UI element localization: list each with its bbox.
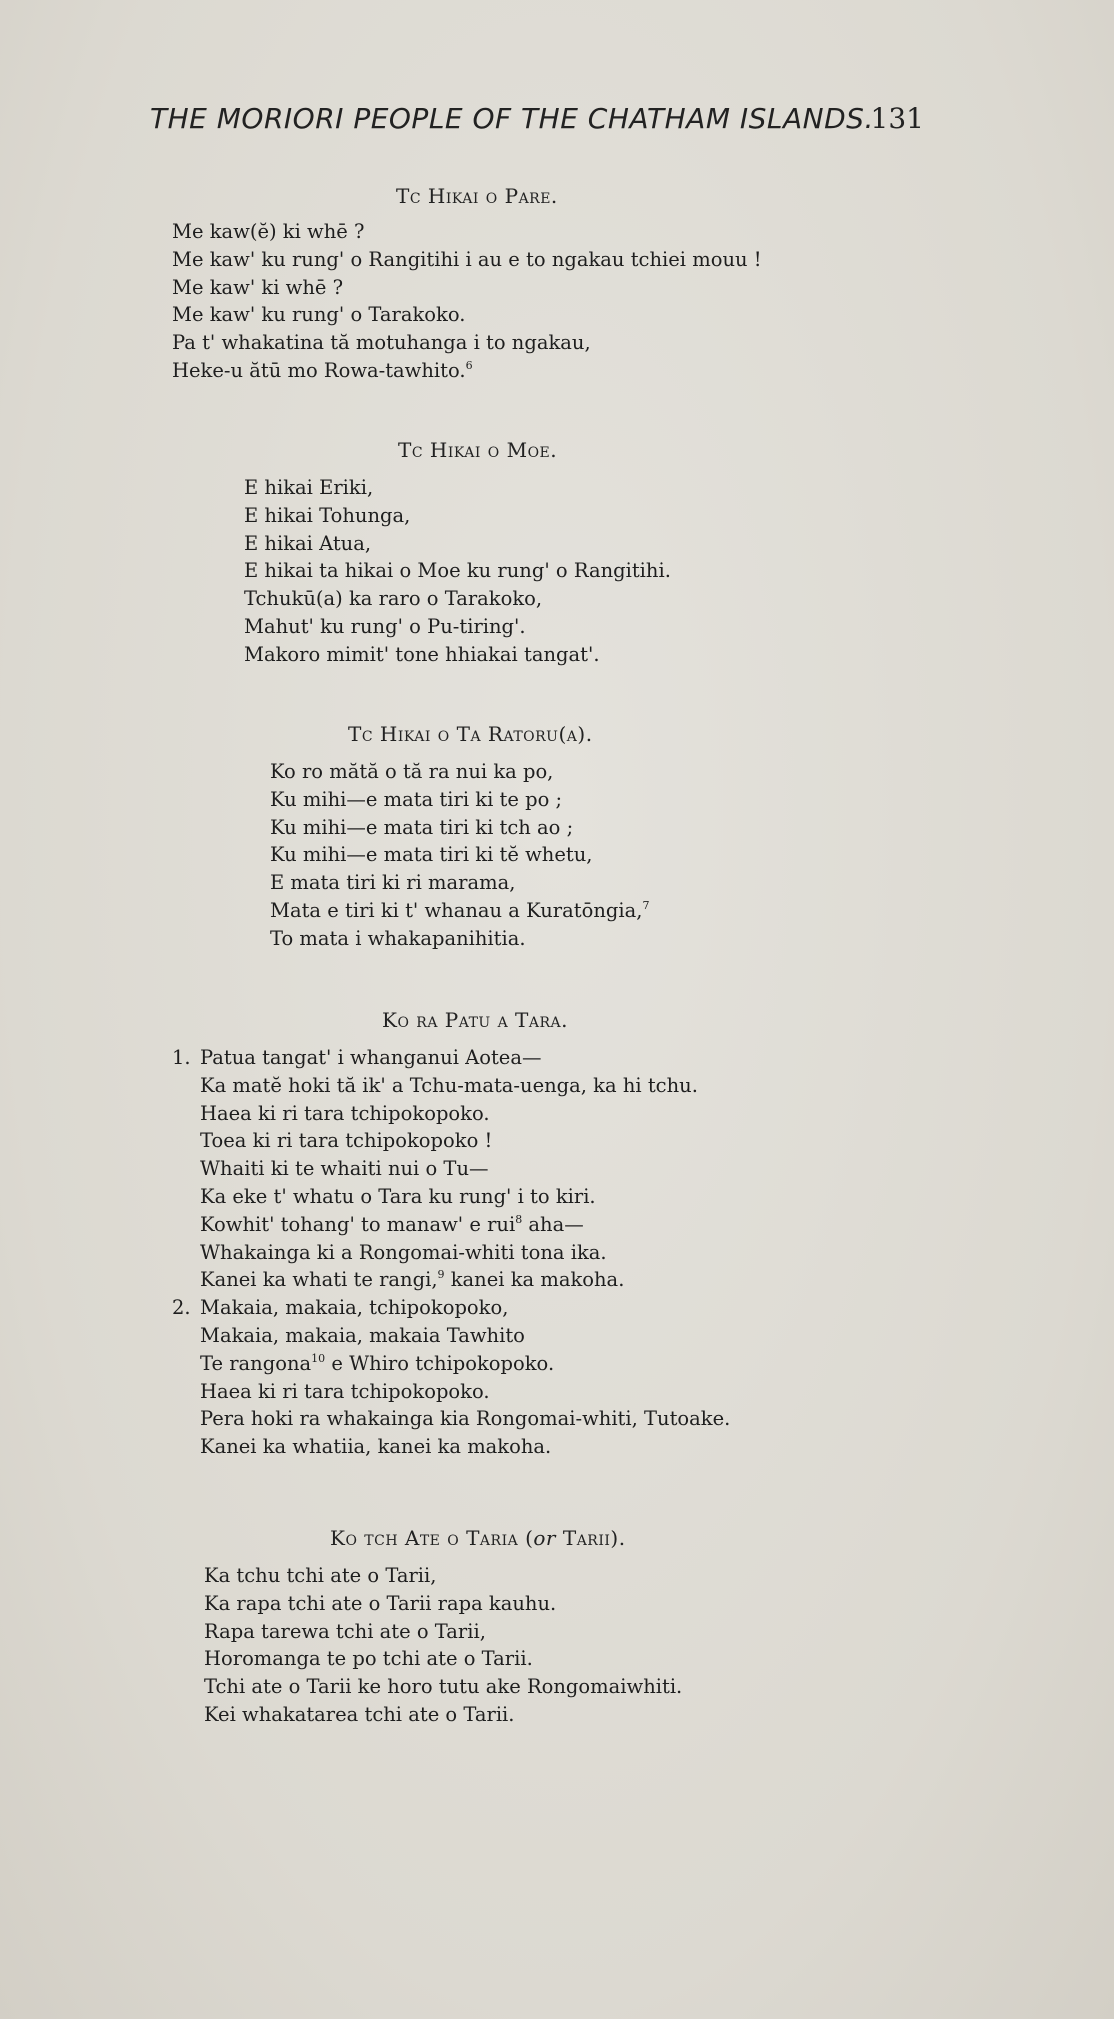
chant-line: Me kaw(ĕ) ki whē ? — [172, 220, 365, 243]
chant-line: Kei whakatarea tchi ate o Tarii. — [204, 1702, 515, 1726]
chant-line: E hikai Eriki, — [244, 476, 374, 499]
chant-line: Whaiti ki te whaiti nui o Tu— — [200, 1157, 489, 1181]
chant-line: E hikai Atua, — [244, 531, 372, 555]
section-title-hikai-o-pare: Tc Hikai o Pare. — [396, 184, 558, 208]
chant-line: Me kaw' ku rung' o Tarakoko. — [172, 303, 466, 327]
chant-line: Ka matĕ hoki tă ik' a Tchu-mata-uenga, ka hi tchu. — [200, 1073, 698, 1097]
footnote-ref: 8 — [515, 1212, 523, 1226]
footnote-ref: 7 — [642, 898, 650, 912]
chant-line: E hikai Tohunga, — [244, 503, 411, 527]
chant-line: Tchi ate o Tarii ke horo tutu ake Rongomaiwhiti. — [204, 1675, 683, 1699]
chant-line: To mata i whakapanihitia. — [270, 926, 526, 950]
chant-line: Rapa tarewa tchi ate o Tarii, — [204, 1619, 486, 1643]
chant-line: Mahut' ku rung' o Pu-tiring'. — [244, 614, 526, 638]
chant-line: Kanei ka whatiia, kanei ka makoha. — [200, 1435, 552, 1459]
chant-line: Toea ki ri tara tchipokopoko ! — [200, 1129, 493, 1153]
chant-line: 2. Makaia, makaia, tchipokopoko, — [200, 1294, 730, 1322]
chant-line: Te rangona$^{10}$ e Whiro tchipokopoko. — [200, 1351, 555, 1375]
chant-line: Ka rapa tchi ate o Tarii rapa kauhu. — [204, 1591, 557, 1615]
chant-line: Ku mihi—e mata tiri ki tĕ whetu, — [270, 843, 593, 867]
chant-line: Heke-u ătū mo Rowa-tawhito.$^6$ — [172, 358, 473, 382]
chant-ate-o-taria — [204, 1562, 682, 1729]
chant-line: Kanei ka whati te rangi,$^9$ kanei ka makoha. — [200, 1268, 625, 1292]
footnote-ref: 6 — [465, 358, 473, 372]
page-header — [150, 102, 930, 148]
chant-line: Makaia, makaia, makaia Tawhito — [200, 1323, 525, 1347]
chant-line: Tchukū(a) ka raro o Tarakoko, — [244, 587, 543, 611]
chant-line: Ku mihi—e mata tiri ki tch ao ; — [270, 815, 574, 839]
chant-line: Ko ro mătă o tă ra nui ka po, — [270, 760, 554, 783]
chant-hikai-o-ta-ratoru — [270, 758, 649, 953]
chant-line: Horomanga te po tchi ate o Tarii. — [204, 1647, 533, 1671]
footnote-ref: 10 — [311, 1351, 326, 1365]
section-title-hikai-o-ta-ratoru: Tc Hikai o Ta Ratoru(a). — [348, 722, 593, 746]
chant-line: Kowhit' tohang' to manaw' e rui$^8$ aha— — [200, 1212, 584, 1236]
chant-line: E hikai ta hikai o Moe ku rung' o Rangitihi. — [244, 559, 671, 583]
chant-line: 1. Patua tangat' i whanganui Aotea— — [200, 1044, 730, 1072]
chant-line: Ka eke t' whatu o Tara ku rung' i to kiri. — [200, 1184, 596, 1208]
section-title-ate-o-taria: Ko tch Ate o Taria (or Tarii). — [330, 1526, 626, 1550]
chant-line: Me kaw' ku rung' o Rangitihi i au e to ngakau tchiei mouu ! — [172, 247, 762, 271]
chant-line: Ku mihi—e mata tiri ki te po ; — [270, 787, 563, 811]
section-title-hikai-o-moe: Tc Hikai o Moe. — [398, 438, 558, 462]
chant-line: Whakainga ki a Rongomai-whiti tona ika. — [200, 1240, 607, 1264]
chant-line: Mata e tiri ki t' whanau a Kuratōngia,$^7$ — [270, 898, 650, 922]
chant-hikai-o-moe — [244, 474, 671, 669]
footnote-ref: 9 — [437, 1268, 445, 1282]
section-title-patu-a-tara: Ko ra Patu a Tara. — [382, 1008, 569, 1032]
page-number: 131 — [870, 102, 924, 135]
chant-hikai-o-pare — [172, 218, 762, 385]
verse-number: 1. — [172, 1046, 191, 1069]
chant-patu-a-tara — [172, 1044, 731, 1461]
chant-line: Me kaw' ki whē ? — [172, 275, 344, 299]
chant-line: Ka tchu tchi ate o Tarii, — [204, 1564, 437, 1587]
chant-line: Pera hoki ra whakainga kia Rongomai-whiti, Tutoake. — [200, 1407, 731, 1431]
running-head: THE MORIORI PEOPLE OF THE CHATHAM ISLANDS. — [150, 102, 874, 135]
chant-line: Makoro mimit' tone hhiakai tangat'. — [244, 642, 600, 666]
chant-line: E mata tiri ki ri marama, — [270, 871, 516, 895]
verse-number: 2. — [172, 1296, 191, 1320]
chant-line: Haea ki ri tara tchipokopoko. — [200, 1101, 490, 1125]
chant-line: Pa t' whakatina tă motuhanga i to ngakau, — [172, 331, 591, 355]
chant-line: Haea ki ri tara tchipokopoko. — [200, 1379, 490, 1403]
